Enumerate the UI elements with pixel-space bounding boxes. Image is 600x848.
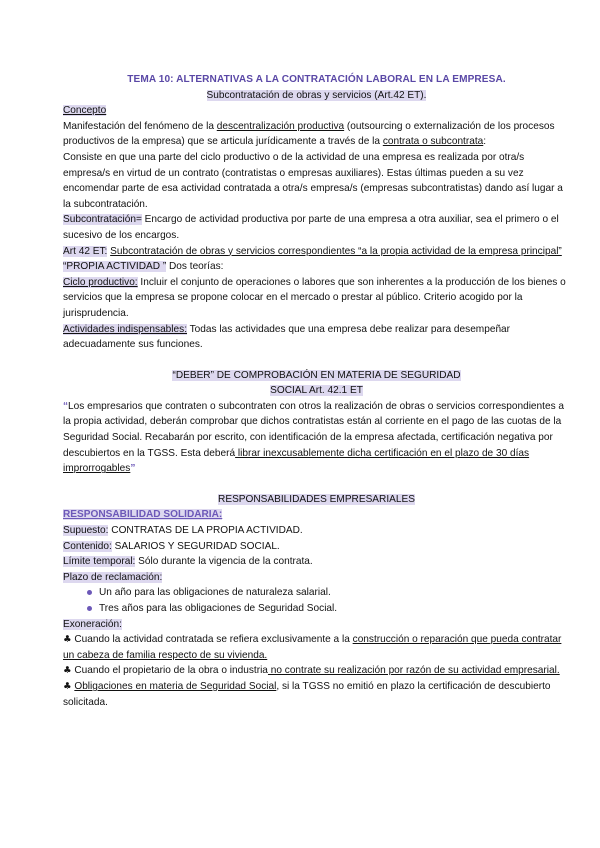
spacer <box>63 353 570 368</box>
supuesto-label: Supuesto: <box>63 525 109 537</box>
deber-text: Los empresarios que contraten o subcontraten con otros la realización de obras o servicios correspondientes a la propia actividad, deberán comprobar que dichos contratistas están al corriente en el pago de las cuotas de la Seguridad Social. Recabarán por escrito, con identificación de la empresa afectada, certificación negativa por descubiertos en la TGSS. Esta deberá <box>63 400 565 459</box>
exoneracion-label: Exoneración: <box>63 618 122 630</box>
concepto-paragraph-1 <box>63 119 570 150</box>
art42-paragraph <box>63 244 570 260</box>
list-item: Un año para las obligaciones de naturaleza salarial. <box>87 585 570 601</box>
ciclo-productivo-text: Incluir el conjunto de operaciones o labores que son inherentes a la producción de los bienes o servicios que la empresa se propone colocar en el mercado o prestar al público. Criterio acogido por la jurisprudencia. <box>63 276 566 319</box>
subcontratacion-text: Encargo de actividad productiva por parte de una empresa a otra auxiliar, sea el primero o el sucesivo de los encargos. <box>63 214 559 241</box>
supuesto-text: CONTRATAS DE LA PROPIA ACTIVIDAD. <box>108 525 303 537</box>
subcontratacion-label: Subcontratación= <box>63 214 142 226</box>
propia-actividad-label: “PROPIA ACTIVIDAD ” <box>63 261 167 273</box>
club-icon: ♣ <box>63 680 72 692</box>
concepto-heading-text: Concepto <box>63 105 107 117</box>
art42-label: Art 42 ET: <box>63 245 108 257</box>
propia-actividad-text: Dos teorías: <box>166 261 224 273</box>
concepto-p1-underline-2: contrata o subcontrata <box>382 136 484 148</box>
actividades-indispensables-text: Todas las actividades que una empresa debe realizar para desempeñar adecuadamente sus funciones. <box>63 323 511 351</box>
plazo-reclamacion-label: Plazo de reclamación: <box>63 571 163 583</box>
exoneracion-1-underlined: construcción o reparación que pueda contratar un cabeza de familia respecto de su vivienda. <box>63 634 562 661</box>
deber-heading-1 <box>63 368 570 384</box>
concepto-p1-text-a: Manifestación del fenómeno de la <box>63 120 217 132</box>
exoneracion-line <box>63 617 570 633</box>
exoneracion-3-underlined: Obligaciones en materia de Seguridad Social <box>74 680 277 692</box>
responsabilidades-heading <box>63 492 570 508</box>
supuesto-line <box>63 523 570 539</box>
deber-heading-1-text: “DEBER” DE COMPROBACIÓN EN MATERIA DE SEGURIDAD <box>172 369 461 381</box>
plazo-list <box>63 585 570 616</box>
art42-text: Subcontratación de obras y servicios correspondientes “a la propia actividad de la empresa principal” <box>110 245 562 257</box>
deber-heading-2 <box>63 383 570 399</box>
concepto-p1-text-b: (outsourcing o externalización de los procesos productivos de la empresa) que se articula jurídicamente a través de la <box>63 120 555 148</box>
contenido-line <box>63 539 570 555</box>
list-item: Tres años para las obligaciones de Seguridad Social. <box>87 601 570 617</box>
concepto-paragraph-2: Consiste en que una parte del ciclo productivo o de la actividad de una empresa es realizada por otra/s empresa/s en virtud de un contrato (contratistas o empresas auxiliares). Estas últimas pueden a su vez encomendar parte de esa actividad contratada a otra/s empresa/s (empresas subcontratistas) dando así lugar a la subcontratación. <box>63 151 563 210</box>
club-icon: ♣ <box>63 665 72 677</box>
subtitle-text: Subcontratación de obras y servicios (Art.42 ET). <box>206 89 427 101</box>
deber-heading-2-text: SOCIAL Art. 42.1 ET <box>270 385 363 397</box>
exoneracion-1-text: Cuando la actividad contratada se refiera exclusivamente a la <box>71 634 353 646</box>
exoneracion-item-2 <box>63 663 570 679</box>
responsabilidad-solidaria-text: RESPONSABILIDAD SOLIDARIA: <box>63 509 223 521</box>
concepto-p1-text-c: : <box>483 136 487 148</box>
document-subtitle <box>63 88 570 104</box>
exoneracion-3-text: , si la TGSS no emitió en plazo la certificación de descubierto solicitada. <box>63 680 551 708</box>
subcontratacion-definition <box>63 212 570 243</box>
exoneracion-2-text: Cuando el propietario de la obra o industria <box>71 665 268 677</box>
limite-temporal-line <box>63 554 570 570</box>
limite-temporal-text: Sólo durante la vigencia de la contrata. <box>135 556 313 568</box>
responsabilidades-heading-text: RESPONSABILIDADES EMPRESARIALES <box>218 493 415 505</box>
ciclo-productivo-label: Ciclo productivo: <box>63 276 138 288</box>
responsabilidad-solidaria-heading <box>63 507 570 523</box>
concepto-p1-underline-1: descentralización productiva <box>216 120 345 132</box>
deber-underlined-text: librar inexcusablemente dicha certificación en el plazo de 30 días improrrogables <box>63 447 530 475</box>
club-icon: ♣ <box>63 634 72 646</box>
actividades-indispensables-label: Actividades indispensables: <box>63 323 188 335</box>
concepto-heading <box>63 103 570 119</box>
exoneracion-2-underlined: no contrate su realización por razón de su actividad empresarial. <box>267 665 560 677</box>
deber-close-quote: ” <box>130 463 136 475</box>
exoneracion-item-3 <box>63 679 570 710</box>
contenido-label: Contenido: <box>63 540 112 552</box>
deber-paragraph <box>63 399 570 477</box>
propia-actividad-paragraph <box>63 259 570 275</box>
plazo-reclamacion-line <box>63 570 570 586</box>
spacer <box>63 477 570 492</box>
deber-open-quote: “ <box>63 400 69 412</box>
limite-temporal-label: Límite temporal: <box>63 556 136 568</box>
document-title: TEMA 10: ALTERNATIVAS A LA CONTRATACIÓN LABORAL EN LA EMPRESA. <box>127 74 506 85</box>
ciclo-productivo-paragraph <box>63 275 570 322</box>
contenido-text: SALARIOS Y SEGURIDAD SOCIAL. <box>111 540 280 552</box>
exoneracion-item-1 <box>63 632 570 663</box>
actividades-indispensables-paragraph <box>63 322 570 353</box>
